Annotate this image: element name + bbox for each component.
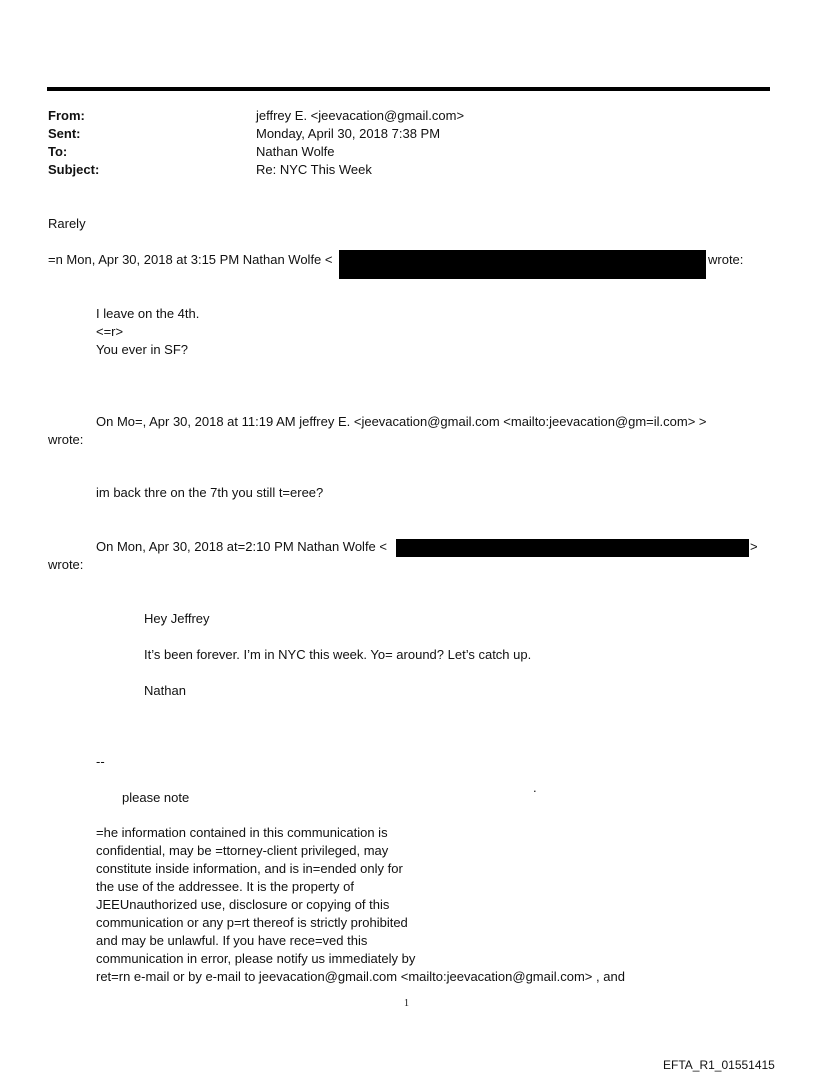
to-value: Nathan Wolfe: [256, 144, 335, 159]
document-id: EFTA_R1_01551415: [663, 1058, 775, 1072]
sent-value: Monday, April 30, 2018 7:38 PM: [256, 126, 441, 141]
quote2-header-wrote: wrote:: [48, 432, 84, 447]
please-note: please note: [122, 790, 190, 805]
quote3-header-end: >: [750, 539, 758, 554]
quote3-signoff: Nathan: [144, 683, 186, 698]
stray-dot: .: [533, 780, 537, 795]
disclaimer-line: communication or any p=rt thereof is strictly prohibited: [96, 915, 408, 930]
disclaimer-line: and may be unlawful. If you have rece=ved this: [96, 933, 368, 948]
disclaimer-line: ret=rn e-mail or by e-mail to jeevacation@gmail.com <mailto:jeevacation@gmail.com> , and: [96, 969, 625, 984]
quote3-header-wrote: wrote:: [48, 557, 84, 572]
quote2-header: On Mo=, Apr 30, 2018 at 11:19 AM jeffrey E. <jeevacation@gmail.com <mailto:jeevacation@gm=il.com> >: [96, 414, 707, 429]
subject-label: Subject:: [48, 162, 100, 177]
quote1-header: =n Mon, Apr 30, 2018 at 3:15 PM Nathan Wolfe <: [48, 252, 333, 267]
quote3-header: On Mon, Apr 30, 2018 at=2:10 PM Nathan Wolfe <: [96, 539, 387, 554]
quote1-line: You ever in SF?: [96, 342, 189, 357]
subject-value: Re: NYC This Week: [256, 162, 372, 177]
sig-separator: --: [96, 754, 105, 769]
quote1-header-end: wrote:: [708, 252, 744, 267]
disclaimer-line: the use of the addressee. It is the property of: [96, 879, 354, 894]
to-label: To:: [48, 144, 68, 159]
quote2-text: im back thre on the 7th you still t=eree?: [96, 485, 324, 500]
disclaimer-line: confidential, may be =ttorney-client privileged, may: [96, 843, 389, 858]
redaction-box: [339, 250, 706, 279]
page-number: 1: [404, 998, 409, 1009]
quote3-greeting: Hey Jeffrey: [144, 611, 210, 626]
from-value: jeffrey E. <jeevacation@gmail.com>: [256, 108, 465, 123]
quote1-line: I leave on the 4th.: [96, 306, 200, 321]
quote1-line: <=r>: [96, 324, 124, 339]
redaction-box: [396, 539, 749, 557]
disclaimer-line: communication in error, please notify us immediately by: [96, 951, 416, 966]
sent-label: Sent:: [48, 126, 81, 141]
from-label: From:: [48, 108, 85, 123]
disclaimer-line: constitute inside information, and is in=ended only for: [96, 861, 403, 876]
reply-text: Rarely: [48, 216, 86, 231]
disclaimer-line: JEEUnauthorized use, disclosure or copying of this: [96, 897, 390, 912]
header-rule: [47, 87, 770, 91]
quote3-text: It’s been forever. I’m in NYC this week. Yo= around? Let’s catch up.: [144, 647, 532, 662]
disclaimer-line: =he information contained in this communication is: [96, 825, 388, 840]
